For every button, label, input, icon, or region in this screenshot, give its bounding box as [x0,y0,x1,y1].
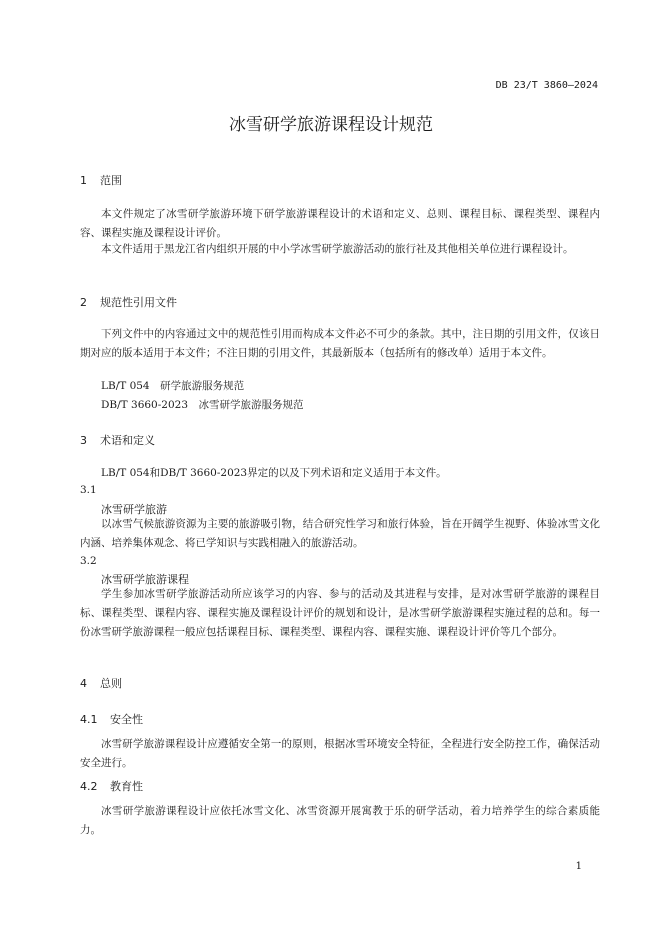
section-4-heading [80,675,122,691]
section-4-number: 4 [80,677,87,690]
section-4-2-heading [80,778,143,794]
section-3-intro: LB/T 054和DB/T 3660-2023界定的以及下列术语和定义适用于本文件。 [101,467,447,479]
section-2-heading [80,294,177,310]
section-2-title: 规范性引用文件 [100,296,177,309]
section-2-number: 2 [80,296,87,309]
section-4-2-number: 4.2 [80,780,98,793]
term-2-title: 冰雪研学旅游课程 [101,573,189,586]
section-4-1-heading [80,711,143,727]
section-2-paragraph-1: 下列文件中的内容通过文中的规范性引用而构成本文件必不可少的条款。其中，注日期的引用文件，仅该日期对应的版本适用于本文件；不注日期的引用文件，其最新版本（包括所有的修改单）适用于本文件。 [80,328,600,359]
normative-reference-1: LB/T 054 研学旅游服务规范 [101,380,245,392]
term-2-number: 3.2 [80,555,97,567]
term-1-number: 3.1 [80,484,97,496]
section-1-heading [80,172,122,188]
section-4-1-title: 安全性 [110,713,143,726]
section-4-1-paragraph: 冰雪研学旅游课程设计应遵循安全第一的原则，根据冰雪环境安全特征，全程进行安全防控工作，确保活动安全进行。 [80,738,600,769]
section-1-paragraph-1: 本文件规定了冰雪研学旅游环境下研学旅游课程设计的术语和定义、总则、课程目标、课程类型、课程内容、课程实施及课程设计评价。 [80,208,600,239]
standard-code: DB 23/T 3860—2024 [495,80,598,91]
term-1-title: 冰雪研学旅游 [101,503,167,516]
page-number: 1 [575,861,582,872]
section-1-title: 范围 [100,174,122,187]
section-3-title: 术语和定义 [100,434,155,447]
section-3-number: 3 [80,434,87,447]
section-4-title: 总则 [100,677,122,690]
normative-reference-2: DB/T 3660-2023 冰雪研学旅游服务规范 [101,399,304,411]
section-1-number: 1 [80,174,87,187]
section-4-2-paragraph: 冰雪研学旅游课程设计应依托冰雪文化、冰雪资源开展寓教于乐的研学活动，着力培养学生的综合素质能力。 [80,805,600,836]
section-4-1-number: 4.1 [80,713,98,726]
document-title: 冰雪研学旅游课程设计规范 [229,115,433,135]
term-1-definition: 以冰雪气候旅游资源为主要的旅游吸引物，结合研究性学习和旅行体验，旨在开阔学生视野、体验冰雪文化内涵、培养集体观念、将已学知识与实践相融入的旅游活动。 [80,518,600,549]
section-3-heading [80,432,155,448]
term-2-definition: 学生参加冰雪研学旅游活动所应该学习的内容、参与的活动及其进程与安排，是对冰雪研学旅游的课程目标、课程类型、课程内容、课程实施及课程设计评价的规划和设计，是冰雪研学旅游课程实施过程的总和。每一份冰雪研学旅游课程一般应包括课程目标、课程类型、课程内容、课程实施、课程设计评价等几个部分。 [80,588,600,638]
section-1-paragraph-2: 本文件适用于黑龙江省内组织开展的中小学冰雪研学旅游活动的旅行社及其他相关单位进行课程设计。 [101,243,574,255]
section-4-2-title: 教育性 [110,780,143,793]
